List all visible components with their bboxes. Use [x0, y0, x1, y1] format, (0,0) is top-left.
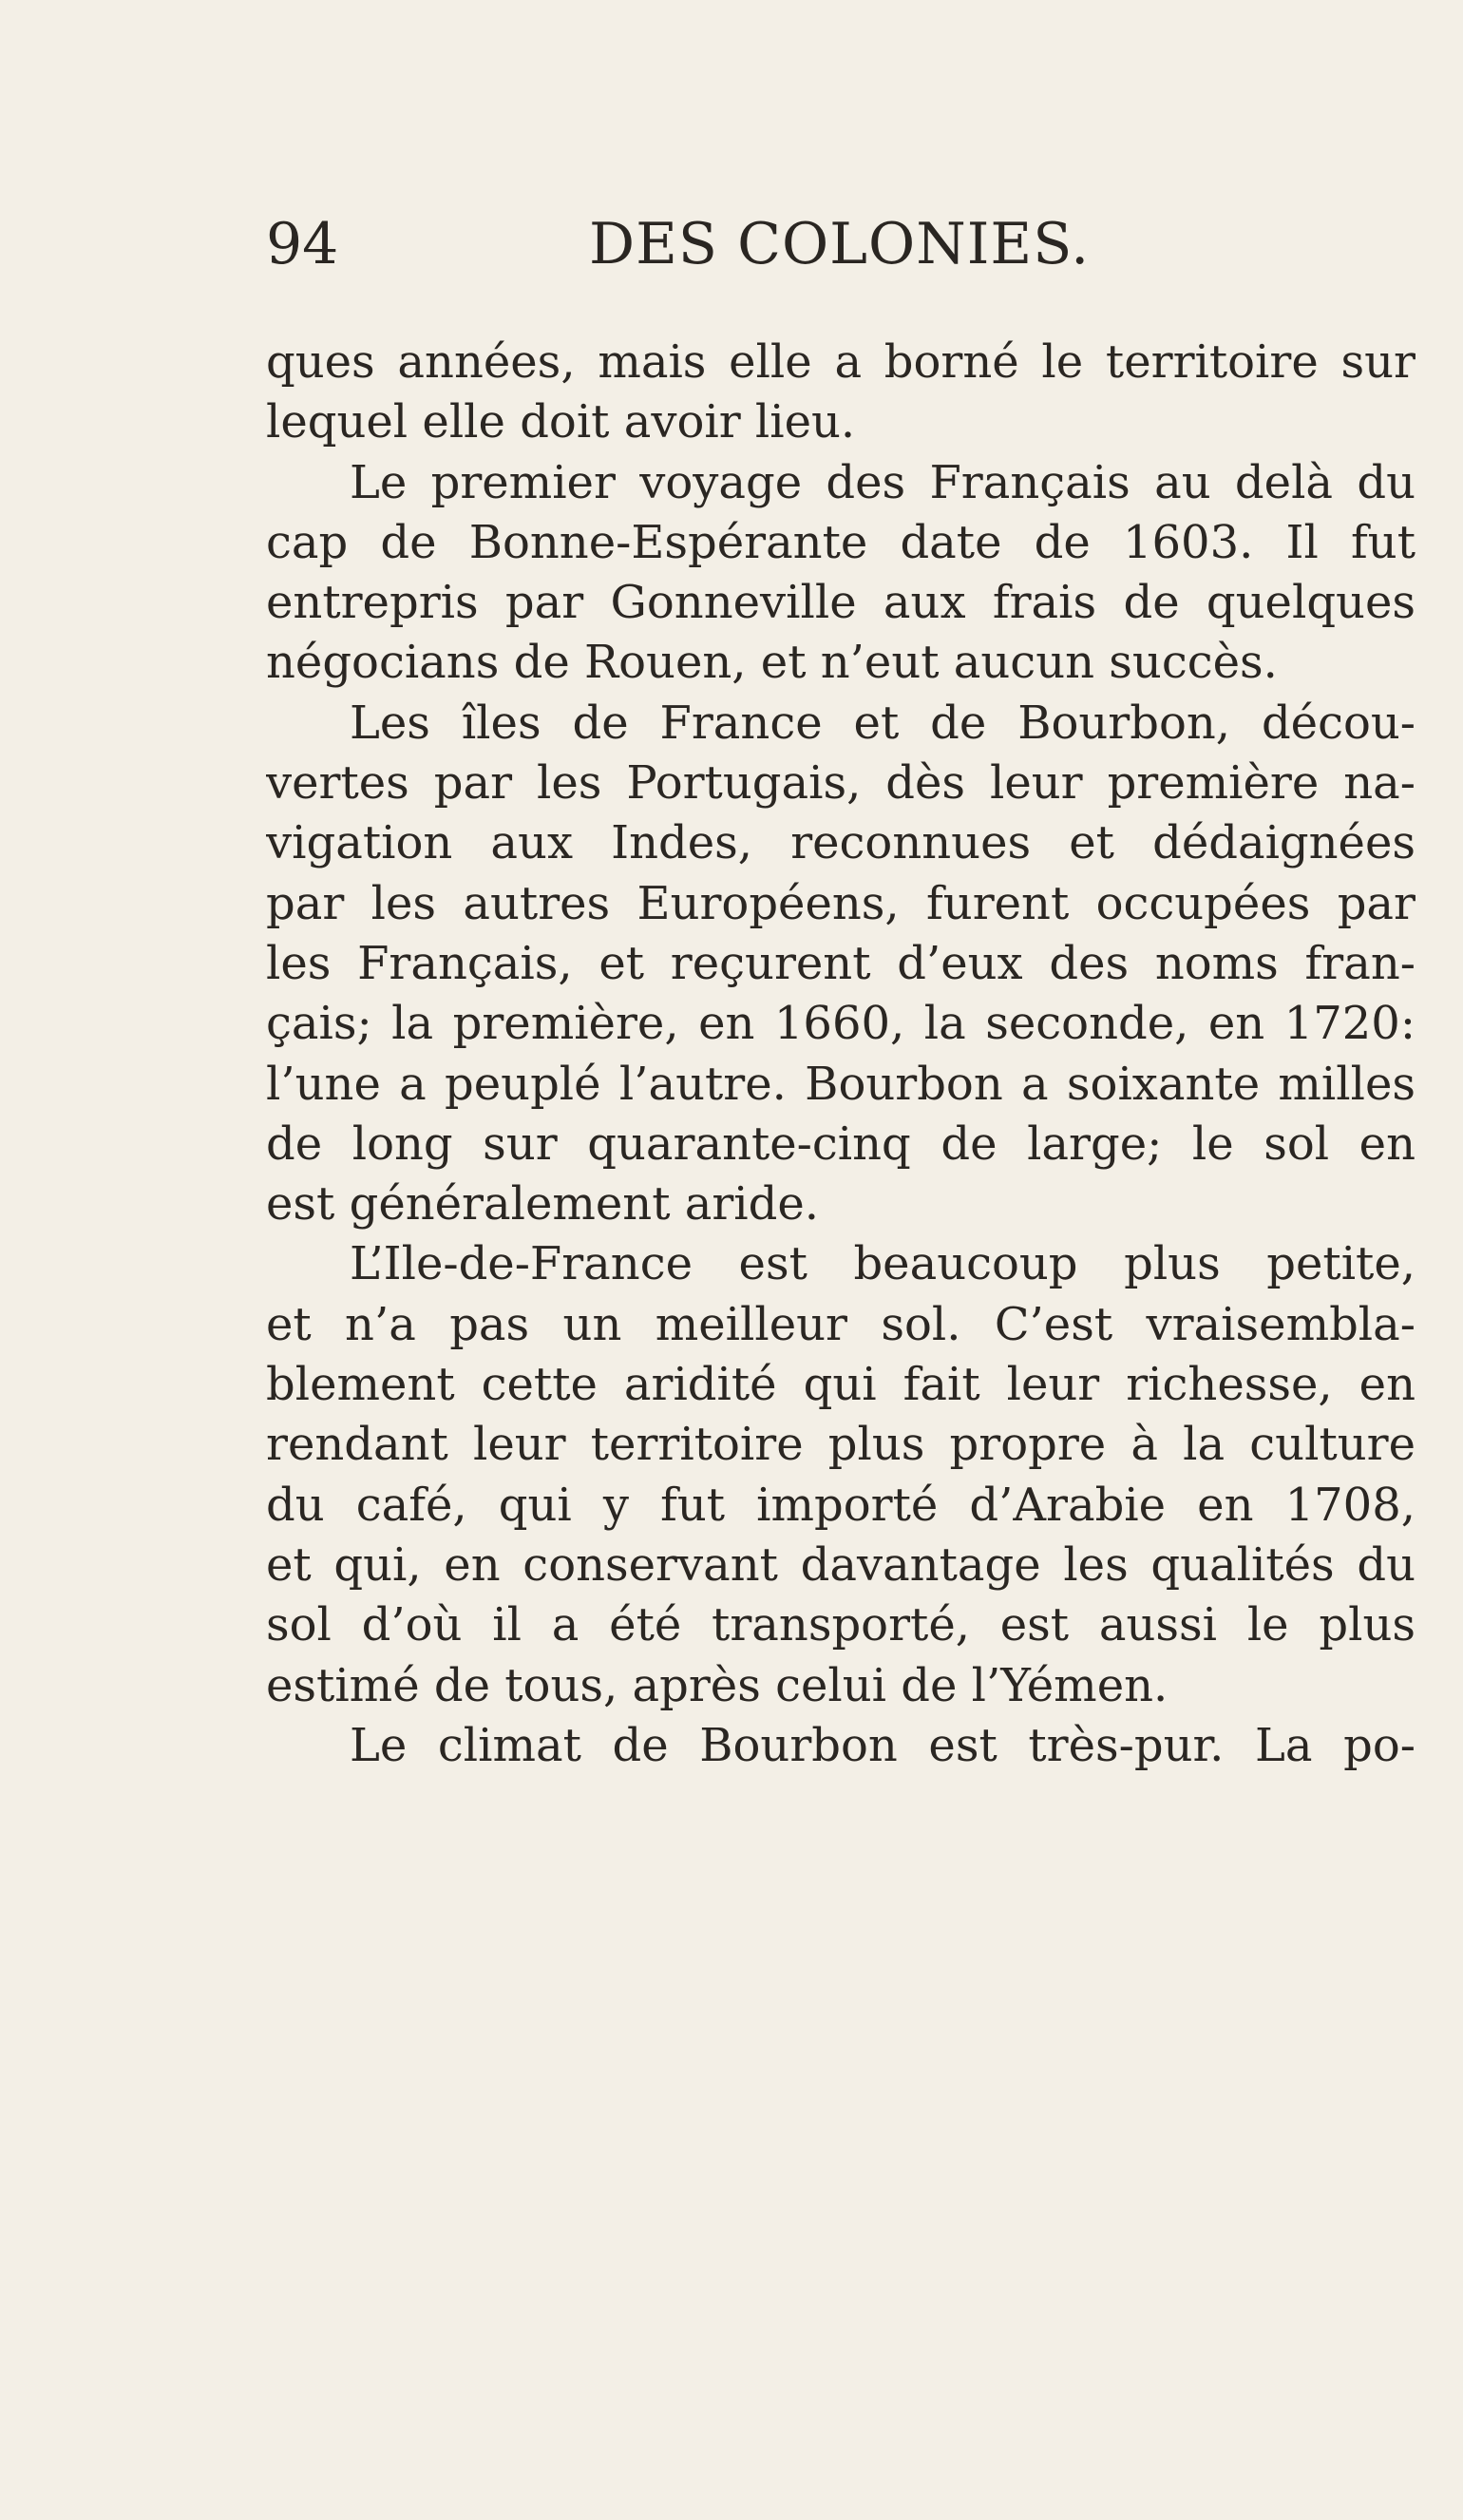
page-number: 94	[266, 211, 339, 277]
text-line: l’une a peuplé l’autre. Bourbon a soixante milles	[266, 1057, 1416, 1111]
text-line: entrepris par Gonneville aux frais de quelques	[266, 576, 1416, 630]
text-line: Les îles de France et de Bourbon, décou-	[350, 696, 1416, 750]
text-line: estimé de tous, après celui de l’Yémen.	[266, 1658, 1168, 1712]
text-line: ques années, mais elle a borné le territoire sur	[266, 335, 1416, 389]
text-line: du café, qui y fut importé d’Arabie en 1708,	[266, 1478, 1416, 1532]
body-text	[266, 333, 1416, 1776]
text-line: par les autres Européens, furent occupées par	[266, 876, 1416, 930]
text-line: L’Ile-de-France est beaucoup plus petite,	[350, 1237, 1416, 1291]
text-line: et n’a pas un meilleur sol. C’est vraisembla-	[266, 1297, 1416, 1351]
text-line: de long sur quarante-cinq de large; le sol en	[266, 1117, 1416, 1171]
text-line: blement cette aridité qui fait leur richesse, en	[266, 1358, 1416, 1412]
text-line: çais; la première, en 1660, la seconde, en 1720:	[266, 997, 1416, 1051]
text-line: et qui, en conservant davantage les qualités du	[266, 1537, 1416, 1592]
text-line: est généralement aride.	[266, 1177, 820, 1231]
running-title: DES COLONIES.	[589, 211, 1091, 277]
text-line: cap de Bonne-Espérante date de 1603. Il fut	[266, 515, 1416, 569]
text-line: les Français, et reçurent d’eux des noms fran-	[266, 936, 1416, 990]
text-line: lequel elle doit avoir lieu.	[266, 395, 856, 449]
text-line: négocians de Rouen, et n’eut aucun succès.	[266, 636, 1278, 690]
text-line: Le climat de Bourbon est très-pur. La po-	[350, 1718, 1416, 1772]
text-line: vigation aux Indes, reconnues et dédaignées	[266, 816, 1416, 870]
page-header	[266, 201, 1406, 287]
text-line: sol d’où il a été transporté, est aussi le plus	[266, 1598, 1416, 1652]
text-line: rendant leur territoire plus propre à la culture	[266, 1418, 1416, 1472]
text-line: Le premier voyage des Français au delà du	[350, 455, 1416, 509]
text-line: vertes par les Portugais, dès leur première na-	[266, 756, 1416, 811]
